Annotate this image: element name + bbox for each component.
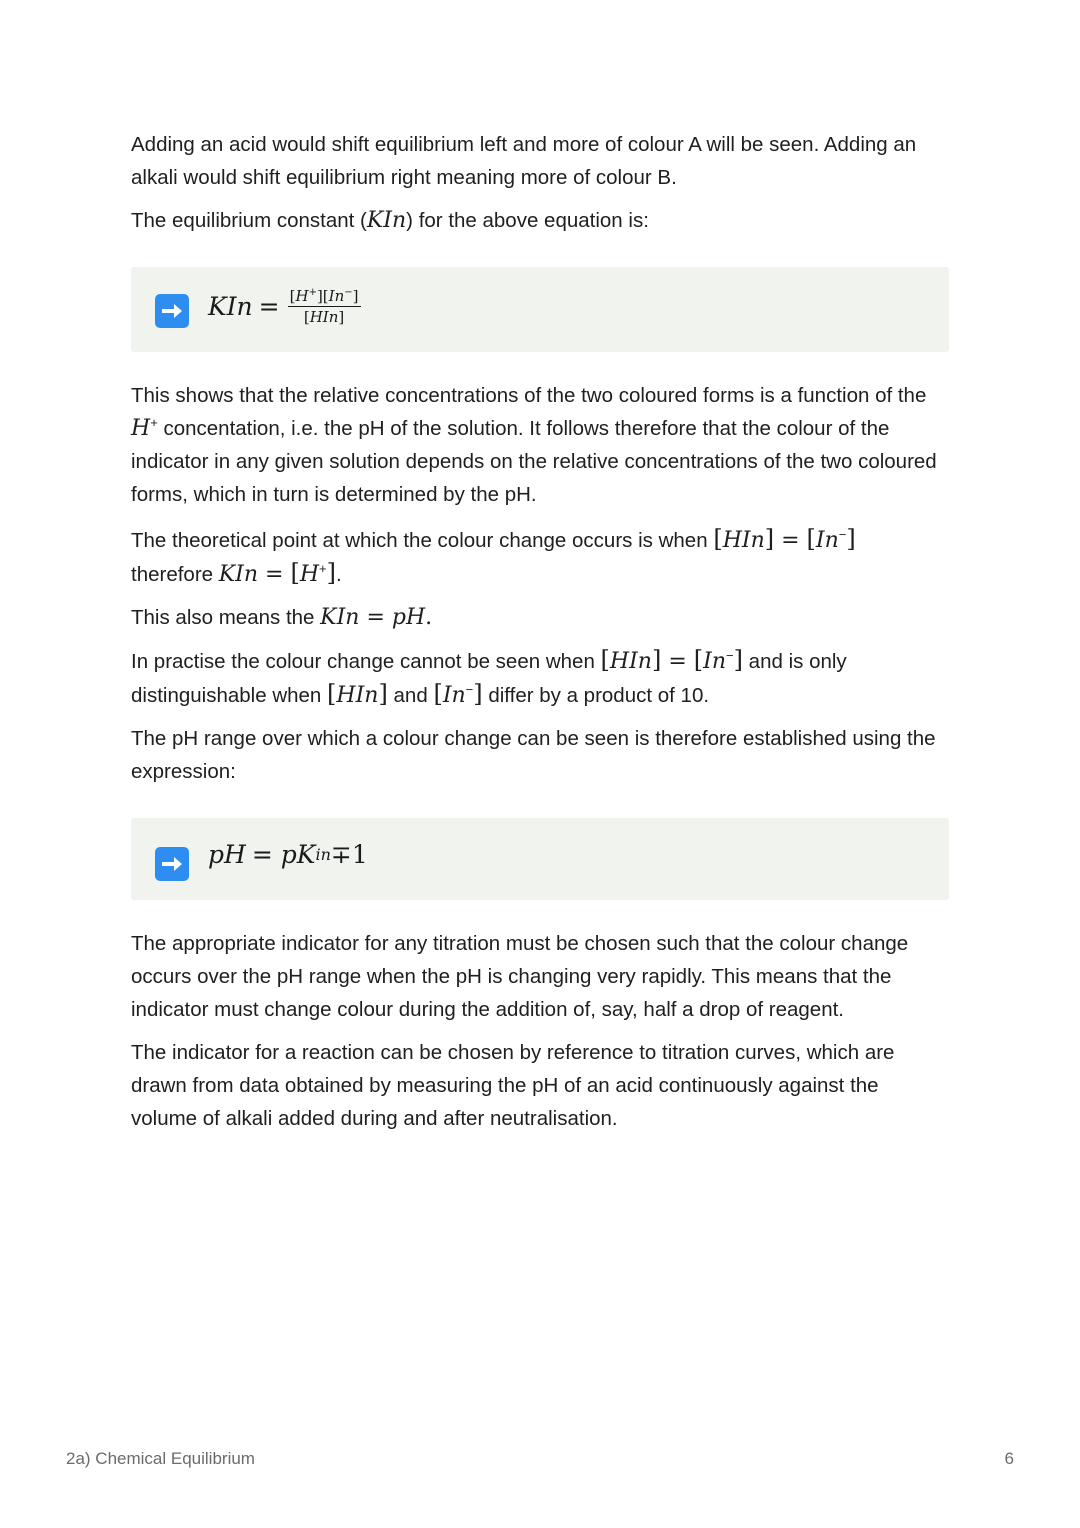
math-kin: KIn [366, 208, 407, 233]
paragraph-relative-concentrations: This shows that the relative concentrations of the two coloured forms is a function of the H+ concentation, i.e. the pH of the solution. It follows therefore that the colour of the indicator in any given solution depends on the relative concentrations of the two coloured forms, which in turn is determined by the pH. [131, 384, 937, 506]
footer-chapter-title: 2a) Chemical Equilibrium [66, 1449, 255, 1468]
formula-callout-kin [131, 267, 949, 352]
paragraph-titration-curves: The indicator for a reaction can be chosen by reference to titration curves, which are drawn from data obtained by measuring the pH of an acid continuously against the volume of alkali added during and after neutralisation. [131, 1041, 895, 1130]
paragraph-equilibrium-constant: The equilibrium constant (KIn) for the above equation is: [131, 208, 649, 233]
kin-fraction: $\frac{[H^+][In^-]}{\text{[HIn]}}$ [289, 287, 359, 326]
footer-page-number: 6 [1004, 1449, 1014, 1468]
formula-callout-ph [131, 818, 949, 900]
right-arrow-icon [155, 294, 189, 328]
paragraph-acid-alkali: Adding an acid would shift equilibrium left and more of colour A will be seen. Adding an alkali would shift equilibrium right meaning more of colour B. [131, 133, 917, 189]
paragraph-theoretical-point: The theoretical point at which the colour change occurs is when [HIn] = [In−] therefore KIn = [H+]. [131, 525, 856, 587]
paragraph-ph-range: The pH range over which a colour change can be seen is therefore established using the expression: [131, 727, 936, 783]
paragraph-in-practise: In practise the colour change cannot be seen when [HIn] = [In−] and is only distinguishable when [HIn] and [In−] differ by a product of 10. [131, 646, 847, 708]
document-body [131, 128, 949, 1135]
paragraph-kin-ph: This also means the KIn = pH. [131, 605, 433, 630]
right-arrow-icon [155, 847, 189, 881]
kin-formula: KIn = $\frac{[H^+][In^-]}{\text{[HIn]}}$ [208, 287, 359, 326]
paragraph-appropriate-indicator: The appropriate indicator for any titration must be chosen such that the colour change occurs over the pH range when the pH is changing very rapidly. This means that the indicator must change colour during the addition of, say, half a drop of reagent. [131, 932, 909, 1021]
ph-formula: pH = pK in ∓ 1 [208, 840, 368, 869]
